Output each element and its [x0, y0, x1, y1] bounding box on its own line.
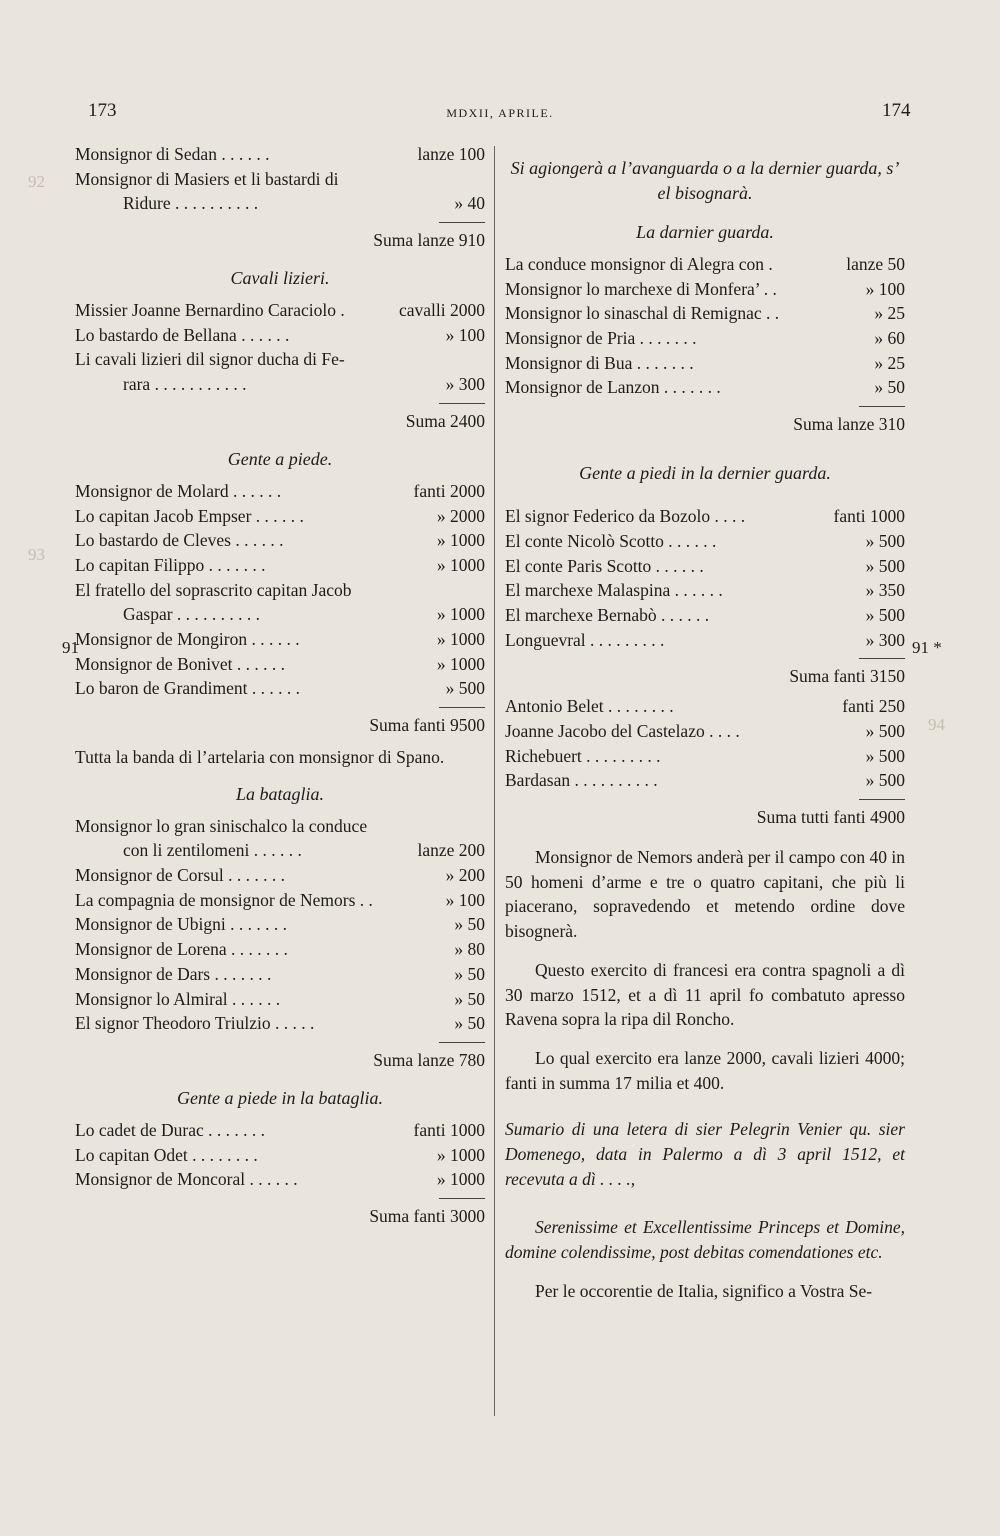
entry-amount: » 40 [454, 193, 485, 214]
entry-text: El marchexe Malaspina . . . . . . [505, 580, 723, 601]
entry-amount: » 1000 [436, 1169, 485, 1190]
entry-row [75, 142, 485, 167]
entry-row [505, 277, 905, 302]
column-divider [494, 146, 495, 1416]
entry-amount: lanze 200 [417, 840, 485, 861]
entry-text: Monsignor lo marchexe di Monfera’ . . [505, 278, 777, 299]
margin-mark-right: 91 * [912, 638, 942, 657]
entry-row [75, 479, 485, 504]
entry-text: El signor Federico da Bozolo . . . . [505, 506, 746, 527]
bleed-through-mark: 94 [928, 715, 945, 734]
entry-amount: cavalli 2000 [398, 300, 485, 321]
entry-row [505, 326, 905, 351]
letter-summary: Sumario di una letera di sier Pelegrin Venier qu. sier Domenego, data in Palermo a dì 3 april 1512, et recevuta a dì . . . ., [505, 1119, 905, 1189]
section-heading: Gente a piede. [227, 448, 333, 469]
entry-amount: » 500 [865, 770, 905, 791]
entry-text: Bardasan . . . . . . . . . . [505, 770, 658, 791]
entry-amount: » 25 [874, 303, 905, 324]
entry-text: Monsignor de Lanzon . . . . . . . [505, 377, 721, 398]
entry-row [75, 1167, 485, 1192]
entry-text: Lo baron de Grandiment . . . . . . [75, 678, 301, 699]
total-row [75, 1192, 485, 1234]
entry-amount: » 200 [445, 865, 485, 886]
entry-amount: » 50 [874, 377, 905, 398]
entry-text: La compagnia de monsignor de Nemors . . [75, 889, 373, 910]
entry-row [75, 528, 485, 553]
right-column [505, 142, 905, 1304]
entry-text: El signor Theodoro Triulzio . . . . . [75, 1013, 315, 1034]
entry-amount: » 500 [865, 530, 905, 551]
entry-row [75, 323, 485, 348]
entry-amount: » 50 [454, 988, 485, 1009]
entry-row [75, 962, 485, 987]
entry-row [505, 375, 905, 400]
entry-list [75, 814, 485, 1036]
entry-text: Ridure . . . . . . . . . . [123, 193, 259, 214]
entry-row [75, 676, 485, 701]
entry-list [75, 142, 485, 216]
entry-text: Antonio Belet . . . . . . . . [505, 696, 674, 717]
entry-row [505, 529, 905, 554]
entry-text: Gaspar . . . . . . . . . . [123, 604, 261, 625]
entry-row [505, 694, 905, 719]
entry-text: Monsignor de Corsul . . . . . . . [75, 865, 285, 886]
entry-text: Lo capitan Jacob Empser . . . . . . [75, 505, 304, 526]
entry-amount: » 350 [865, 580, 905, 601]
entry-amount: fanti 1000 [413, 1119, 485, 1140]
total-text: Suma 2400 [405, 410, 485, 431]
entry-amount: » 50 [454, 914, 485, 935]
left-column [75, 142, 485, 1234]
margin-mark-left: 91 [62, 638, 79, 657]
entry-text: Monsignor de Pria . . . . . . . [505, 328, 697, 349]
entry-row [75, 652, 485, 677]
total-text: Suma lanze 780 [373, 1049, 485, 1070]
entry-amount: » 1000 [436, 554, 485, 575]
entry-amount: » 500 [865, 604, 905, 625]
total-text: Suma fanti 3150 [789, 666, 905, 687]
entry-text: Monsignor de Bonivet . . . . . . [75, 653, 285, 674]
entry-row [505, 351, 905, 376]
section-heading: Si agiongerà a l’avanguarda o a la dernier guarda, s’ el bisognarà. [510, 158, 900, 203]
entry-amount: » 500 [865, 720, 905, 741]
bleed-through-mark: 92 [28, 172, 45, 191]
entry-list [505, 504, 905, 652]
entry-text: Monsignor de Lorena . . . . . . . [75, 939, 288, 960]
entry-text: Longuevral . . . . . . . . . [505, 629, 665, 650]
entry-amount: » 50 [454, 963, 485, 984]
entry-text: Richebuert . . . . . . . . . [505, 745, 661, 766]
entry-row [75, 1011, 485, 1036]
entry-amount: fanti 1000 [833, 506, 905, 527]
total-text: Suma fanti 9500 [369, 715, 485, 735]
entry-amount: » 500 [865, 555, 905, 576]
entry-list [75, 479, 485, 701]
entry-row [505, 252, 905, 277]
section-heading: La darnier guarda. [636, 222, 774, 242]
entry-amount: fanti 2000 [413, 480, 485, 501]
bleed-through-mark: 93 [28, 545, 45, 564]
entry-amount: » 50 [454, 1013, 485, 1034]
entry-text: Monsignor di Masiers et li bastardi di [75, 168, 339, 189]
entry-amount: lanze 50 [846, 254, 905, 274]
entry-amount: » 60 [874, 328, 905, 349]
entry-row [75, 987, 485, 1012]
entry-row [505, 603, 905, 628]
entry-row [75, 627, 485, 652]
entry-text: Lo cadet de Durac . . . . . . . [75, 1119, 265, 1140]
entry-row [75, 912, 485, 937]
letter-salutation: Serenissime et Excellentissime Princeps et Domine, domine colendissime, post debitas comendationes etc. [505, 1217, 905, 1263]
entry-amount: » 300 [865, 629, 905, 650]
entry-row [75, 347, 485, 372]
entry-text: Monsignor de Mongiron . . . . . . [75, 628, 300, 649]
entry-text: Lo capitan Odet . . . . . . . . [75, 1144, 258, 1165]
entry-text: Lo bastardo de Cleves . . . . . . [75, 530, 284, 551]
entry-row [75, 504, 485, 529]
entry-row [75, 602, 485, 627]
entry-amount: » 80 [454, 939, 485, 960]
entry-text: Monsignor de Dars . . . . . . . [75, 963, 272, 984]
entry-amount: » 1000 [436, 604, 485, 625]
entry-row [75, 888, 485, 913]
entry-text: El fratello del soprascrito capitan Jacob [75, 579, 352, 600]
paragraph: Monsignor de Nemors anderà per il campo con 40 in 50 homeni d’arme e tre o quatro capitani, che più li piacerano, sopravedendo et metendo ordine dove bisognerà. [505, 847, 905, 942]
entry-amount: » 100 [445, 889, 485, 910]
entry-text: Monsignor de Molard . . . . . . [75, 480, 282, 501]
entry-row [75, 1118, 485, 1143]
entry-text: Monsignor lo gran sinischalco la conduce [75, 815, 368, 836]
total-row [75, 701, 485, 743]
total-row [75, 1036, 485, 1078]
total-text: Suma lanze 910 [373, 230, 485, 251]
entry-list [75, 1118, 485, 1192]
entry-row [75, 372, 485, 397]
entry-row [75, 1143, 485, 1168]
entry-amount: » 100 [445, 324, 485, 345]
entry-text: Lo bastardo de Bellana . . . . . . [75, 324, 290, 345]
entry-text: Monsignor di Bua . . . . . . . [505, 352, 694, 373]
entry-text: El marchexe Bernabò . . . . . . [505, 604, 710, 625]
running-title: MDXII, APRILE. [446, 106, 554, 120]
entry-amount: » 1000 [436, 628, 485, 649]
entry-row [75, 838, 485, 863]
entry-row [505, 719, 905, 744]
entry-row [505, 578, 905, 603]
entry-text: Joanne Jacobo del Castelazo . . . . [505, 720, 740, 741]
entry-row [505, 628, 905, 653]
entry-amount: » 1000 [436, 530, 485, 551]
entry-text: con li zentilomeni . . . . . . [123, 840, 302, 861]
entry-row [505, 554, 905, 579]
entry-text: El conte Paris Scotto . . . . . . [505, 555, 704, 576]
total-text: Suma lanze 310 [793, 414, 905, 435]
entry-row [75, 937, 485, 962]
page-number-right: 174 [882, 100, 911, 121]
section-heading: Gente a piede in la bataglia. [177, 1087, 383, 1108]
entry-row [75, 167, 485, 192]
entry-amount: » 500 [445, 678, 485, 699]
entry-list [505, 694, 905, 793]
paragraph: Lo qual exercito era lanze 2000, cavali lizieri 4000; fanti in summa 17 milia et 400. [505, 1047, 905, 1093]
entry-text: Monsignor lo sinaschal di Remignac . . [505, 303, 780, 324]
total-row [75, 397, 485, 439]
entry-amount: » 2000 [436, 505, 485, 526]
entry-text: rara . . . . . . . . . . . [123, 374, 247, 395]
entry-text: Li cavali lizieri dil signor ducha di Fe- [75, 349, 345, 370]
entry-amount: » 25 [874, 352, 905, 373]
entry-text: La conduce monsignor di Alegra con . [505, 254, 773, 274]
entry-text: El conte Nicolò Scotto . . . . . . [505, 530, 717, 551]
entry-text: Monsignor de Ubigni . . . . . . . [75, 914, 287, 935]
entry-text: Monsignor lo Almiral . . . . . . [75, 988, 281, 1009]
total-text: Suma tutti fanti 4900 [756, 807, 905, 827]
page-number-left: 173 [88, 100, 117, 121]
entry-amount: » 1000 [436, 1144, 485, 1165]
entry-amount: lanze 100 [417, 144, 485, 164]
entry-row [505, 504, 905, 529]
entry-text: Monsignor de Moncoral . . . . . . [75, 1169, 298, 1190]
entry-row [75, 298, 485, 323]
entry-list [75, 298, 485, 397]
section-heading: Cavali lizieri. [230, 268, 330, 289]
entry-amount: » 500 [865, 745, 905, 766]
entry-amount: » 100 [865, 278, 905, 299]
entry-amount: » 1000 [436, 653, 485, 674]
total-row [75, 216, 485, 258]
entry-list [505, 252, 905, 400]
paragraph: Per le occorentie de Italia, significo a Vostra Se- [535, 1280, 873, 1301]
section-heading: La bataglia. [235, 783, 324, 804]
entry-row [75, 814, 485, 839]
entry-text: Lo capitan Filippo . . . . . . . [75, 554, 266, 575]
entry-row [505, 301, 905, 326]
entry-row [75, 553, 485, 578]
total-row [505, 400, 905, 442]
section-heading: Gente a piedi in la dernier guarda. [579, 463, 831, 484]
total-row [505, 652, 905, 694]
entry-row [75, 191, 485, 216]
entry-row [505, 768, 905, 793]
total-text: Suma fanti 3000 [369, 1205, 485, 1226]
entry-text: Missier Joanne Bernardino Caraciolo . [75, 300, 345, 321]
paragraph: Tutta la banda di l’artelaria con monsignor di Spano. [75, 747, 445, 767]
entry-amount: » 300 [445, 374, 485, 395]
total-row [505, 793, 905, 835]
entry-row [75, 863, 485, 888]
paragraph: Questo exercito di francesi era contra spagnoli a dì 30 marzo 1512, et a dì 11 april fo combatuto apresso Ravena sopra la ripa dil Roncho. [505, 959, 905, 1030]
entry-text: Monsignor di Sedan . . . . . . [75, 144, 270, 164]
entry-amount: fanti 250 [842, 696, 905, 717]
entry-row [75, 578, 485, 603]
entry-row [505, 744, 905, 769]
